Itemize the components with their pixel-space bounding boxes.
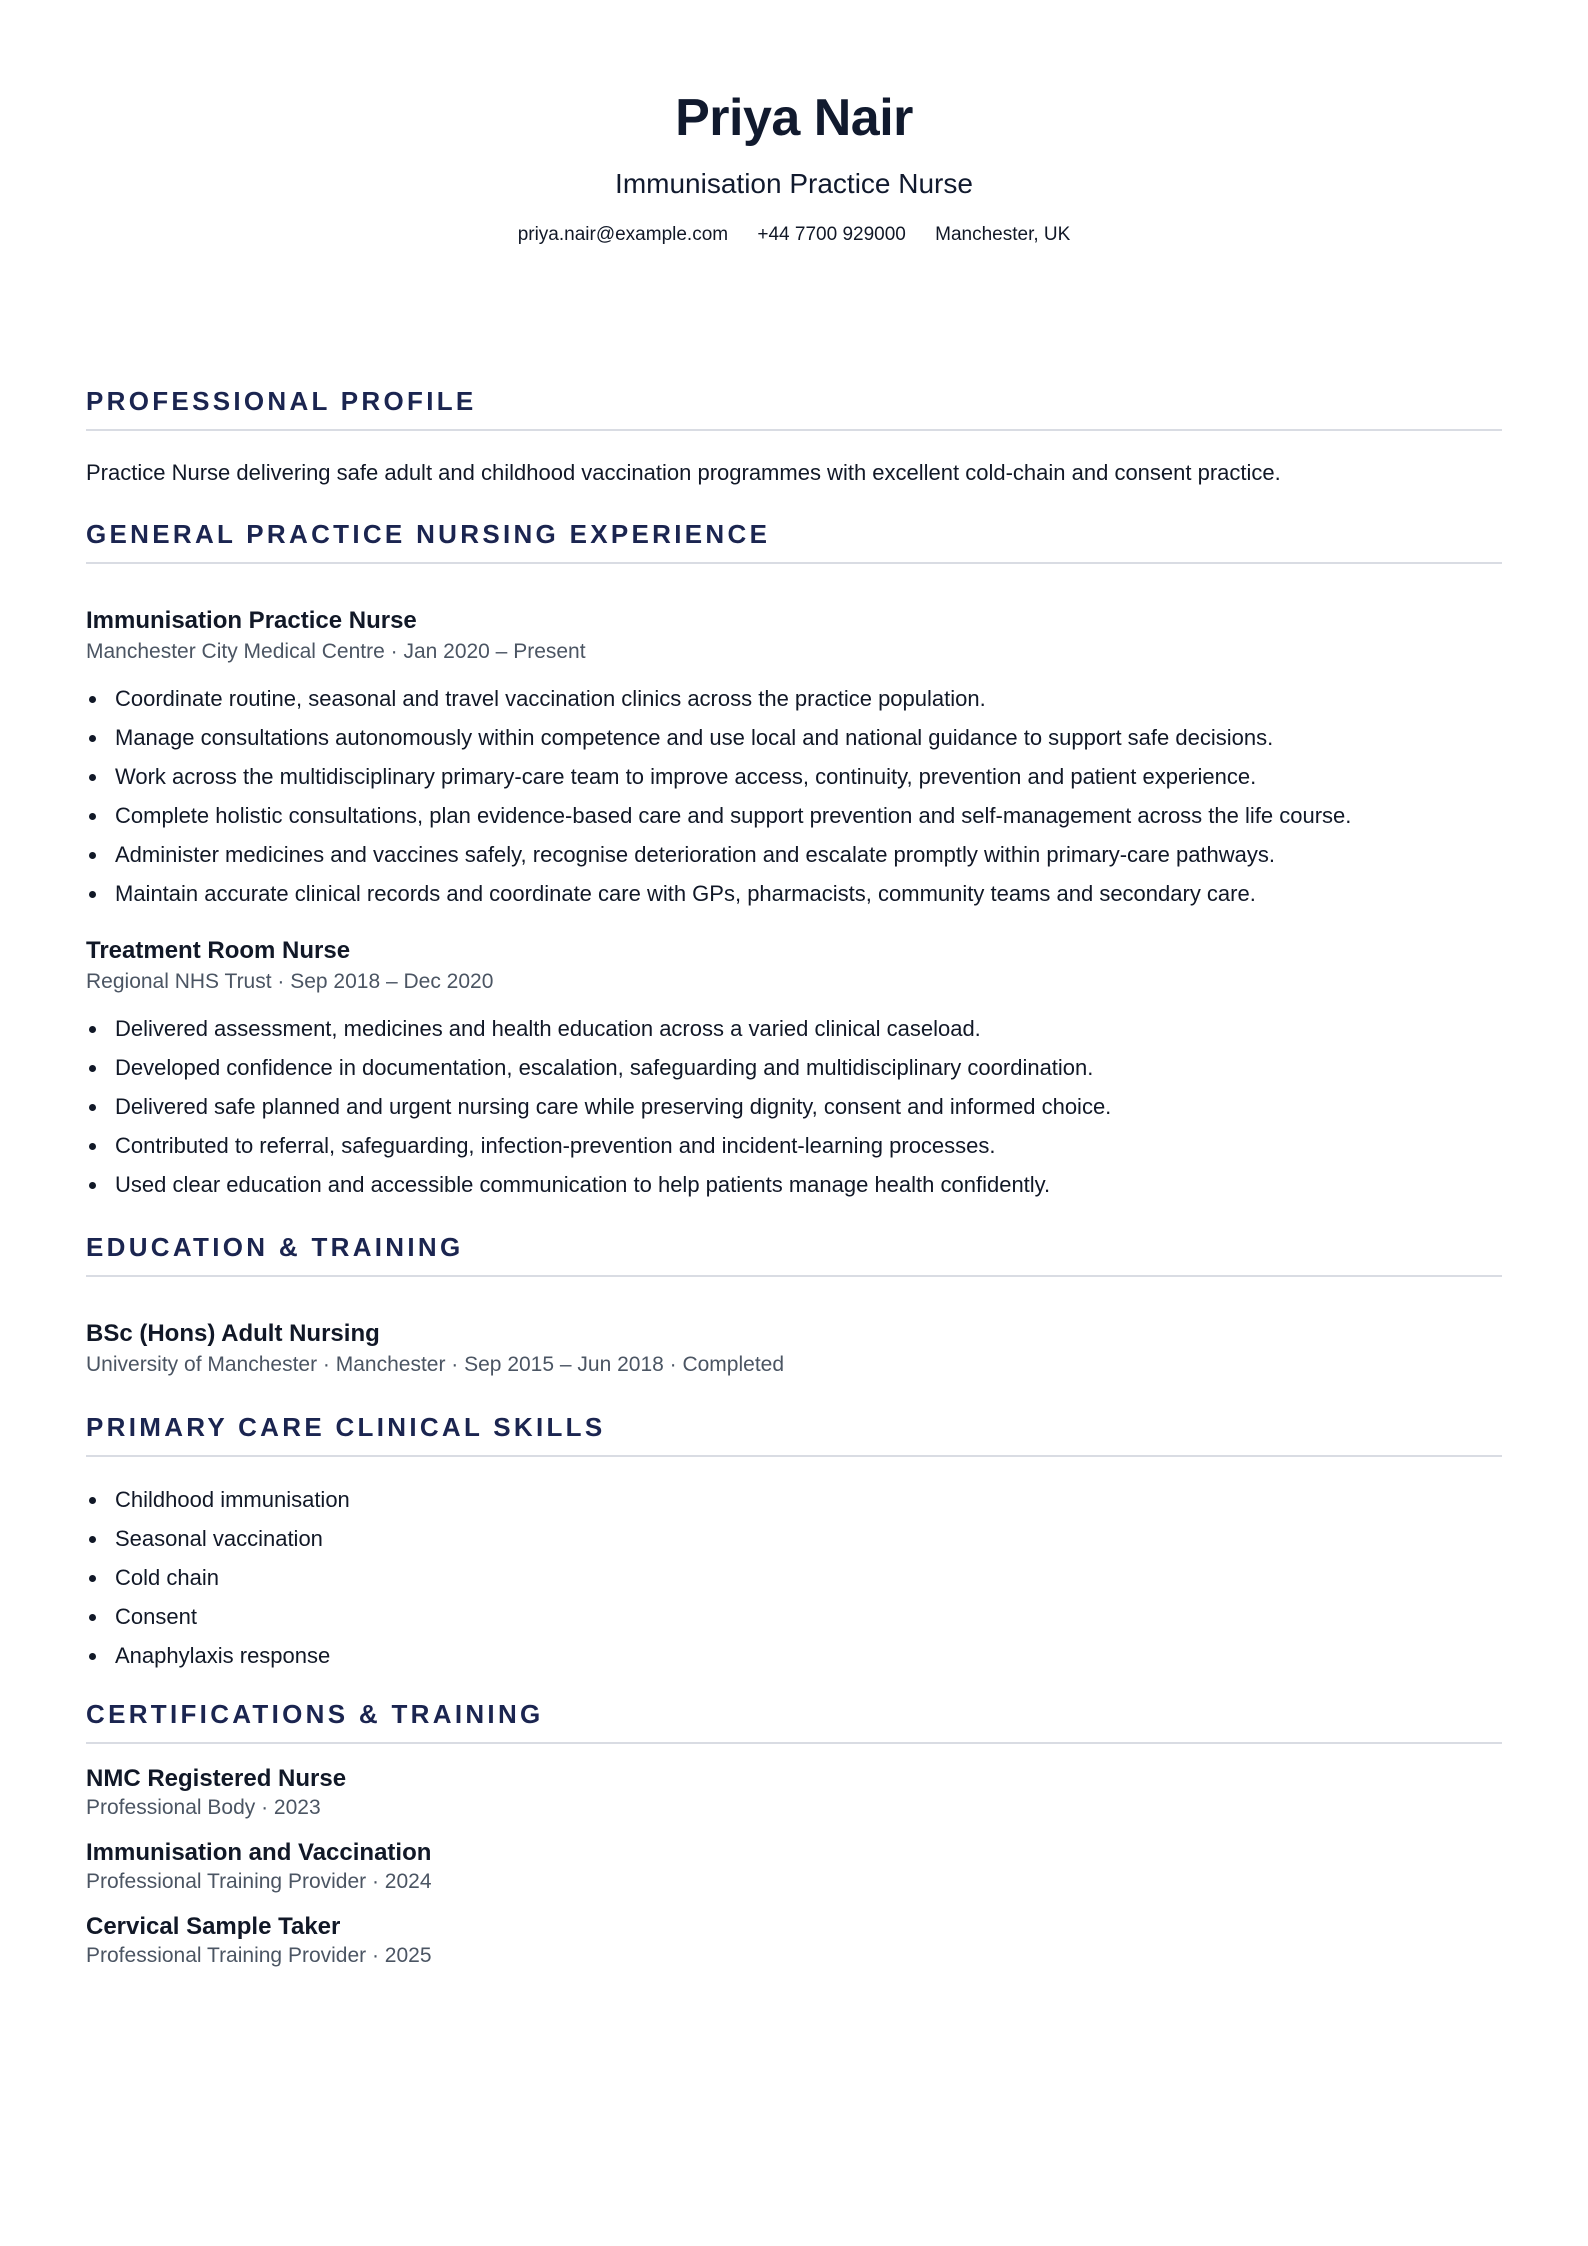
- certification-entry: [86, 1764, 1502, 1819]
- job-title: Immunisation Practice Nurse: [86, 606, 417, 634]
- list-item: Complete holistic consultations, plan evidence-based care and support prevention and self-management across the life course.: [86, 796, 1502, 835]
- list-item: Consent: [86, 1597, 1502, 1636]
- job-meta: Regional NHS Trust · Sep 2018 – Dec 2020: [86, 969, 494, 993]
- skills-section: [86, 1411, 1502, 1675]
- contact-location: Manchester, UK: [935, 224, 1071, 245]
- list-item: Delivered assessment, medicines and health education across a varied clinical caseload.: [86, 1009, 1502, 1048]
- education-heading: EDUCATION & TRAINING: [86, 1231, 464, 1262]
- list-item: Maintain accurate clinical records and coordinate care with GPs, pharmacists, community teams and secondary care.: [86, 874, 1502, 913]
- education-entry: [86, 1319, 1502, 1376]
- profile-section: [86, 388, 1502, 488]
- list-item: Used clear education and accessible communication to help patients manage health confidently.: [86, 1165, 1502, 1204]
- section-divider: [86, 1742, 1502, 1744]
- certifications-section: [86, 1698, 1502, 1967]
- education-section: [86, 1231, 1502, 1376]
- resume-header: [86, 0, 1502, 244]
- contact-email: priya.nair@example.com: [517, 224, 729, 245]
- section-divider: [86, 1275, 1502, 1277]
- certification-meta: Professional Training Provider · 2025: [86, 1943, 432, 1967]
- job-title: Treatment Room Nurse: [86, 936, 351, 964]
- job-entry: [86, 606, 1502, 913]
- job-bullets: [86, 1009, 1502, 1204]
- candidate-role: Immunisation Practice Nurse: [615, 168, 973, 199]
- experience-heading: GENERAL PRACTICE NURSING EXPERIENCE: [86, 518, 771, 549]
- degree-meta: University of Manchester · Manchester · Sep 2015 – Jun 2018 · Completed: [86, 1352, 785, 1376]
- job-bullets: [86, 679, 1502, 913]
- job-entry: [86, 936, 1502, 1204]
- list-item: Work across the multidisciplinary primary-care team to improve access, continuity, prevention and patient experience.: [86, 757, 1502, 796]
- certification-title: NMC Registered Nurse: [86, 1764, 347, 1792]
- section-divider: [86, 1455, 1502, 1457]
- candidate-name: Priya Nair: [675, 89, 913, 147]
- section-divider: [86, 562, 1502, 564]
- skills-list: [86, 1480, 1502, 1675]
- list-item: Anaphylaxis response: [86, 1636, 1502, 1675]
- certification-meta: Professional Body · 2023: [86, 1795, 321, 1819]
- list-item: Administer medicines and vaccines safely, recognise deterioration and escalate promptly within primary-care pathways.: [86, 835, 1502, 874]
- section-divider: [86, 429, 1502, 431]
- list-item: Developed confidence in documentation, escalation, safeguarding and multidisciplinary coordination.: [86, 1048, 1502, 1087]
- job-meta: Manchester City Medical Centre · Jan 2020 – Present: [86, 639, 586, 663]
- degree-title: BSc (Hons) Adult Nursing: [86, 1319, 380, 1347]
- certification-entry: [86, 1912, 1502, 1967]
- profile-heading: PROFESSIONAL PROFILE: [86, 386, 477, 416]
- certification-meta: Professional Training Provider · 2024: [86, 1869, 432, 1893]
- list-item: Contributed to referral, safeguarding, infection-prevention and incident-learning processes.: [86, 1126, 1502, 1165]
- certification-entry: [86, 1838, 1502, 1893]
- list-item: Manage consultations autonomously within competence and use local and national guidance to support safe decisions.: [86, 718, 1502, 757]
- list-item: Coordinate routine, seasonal and travel vaccination clinics across the practice population.: [86, 679, 1502, 718]
- list-item: Delivered safe planned and urgent nursing care while preserving dignity, consent and informed choice.: [86, 1087, 1502, 1126]
- certification-title: Immunisation and Vaccination: [86, 1838, 432, 1866]
- skills-heading: PRIMARY CARE CLINICAL SKILLS: [86, 1411, 606, 1442]
- contact-phone: +44 7700 929000: [757, 224, 906, 245]
- list-item: Cold chain: [86, 1558, 1502, 1597]
- certification-title: Cervical Sample Taker: [86, 1912, 341, 1940]
- contact-line: [86, 225, 1502, 244]
- profile-summary: Practice Nurse delivering safe adult and childhood vaccination programmes with excellent cold-chain and consent practice.: [86, 460, 1281, 485]
- list-item: Childhood immunisation: [86, 1480, 1502, 1519]
- list-item: Seasonal vaccination: [86, 1519, 1502, 1558]
- certifications-heading: CERTIFICATIONS & TRAINING: [86, 1698, 544, 1729]
- experience-section: [86, 518, 1502, 1204]
